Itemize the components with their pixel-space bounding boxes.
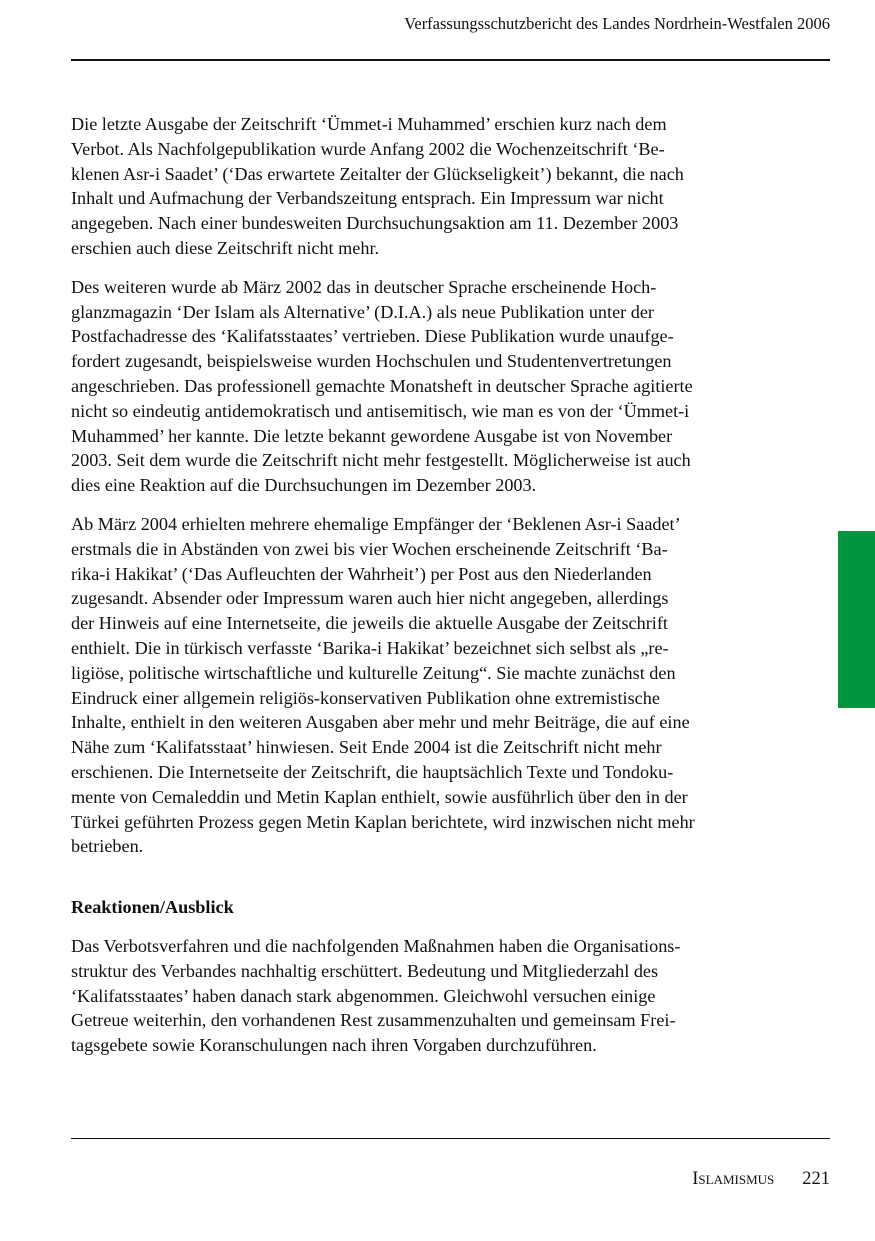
text-line: Inhalt und Aufmachung der Verbandszeitung entsprach. Ein Impressum war nicht	[71, 188, 664, 209]
text-line: Ab März 2004 erhielten mehrere ehemalige Empfänger der ‘Beklenen Asr-i Saadet’	[71, 513, 681, 534]
text-line: angeschrieben. Das professionell gemachte Monatsheft in deutscher Sprache agitierte	[71, 375, 693, 396]
text-line: mente von Cemaleddin und Metin Kaplan enthielt, sowie ausführlich über den in der	[71, 786, 688, 807]
page-number: 221	[802, 1169, 830, 1189]
text-line: Verbot. Als Nachfolgepublikation wurde Anfang 2002 die Wochenzeitschrift ‘Be-	[71, 138, 665, 159]
text-line: betrieben.	[71, 836, 144, 857]
text-line: dies eine Reaktion auf die Durchsuchungen im Dezember 2003.	[71, 475, 537, 496]
text-line: Des weiteren wurde ab März 2002 das in deutscher Sprache erscheinende Hoch-	[71, 276, 657, 297]
text-line: zugesandt. Absender oder Impressum waren auch hier nicht angegeben, allerdings	[71, 588, 669, 609]
paragraph-4	[71, 934, 787, 1058]
text-line: ligiöse, politische wirtschaftliche und kulturelle Zeitung“. Sie machte zunächst den	[71, 662, 676, 683]
text-line: struktur des Verbandes nachhaltig erschüttert. Bedeutung und Mitgliederzahl des	[71, 960, 659, 981]
text-line: Muhammed’ her kannte. Die letzte bekannt gewordene Ausgabe ist von November	[71, 425, 673, 446]
text-line: Postfachadresse des ‘Kalifatsstaates’ vertrieben. Diese Publikation wurde unaufge-	[71, 326, 674, 347]
text-line: tagsgebete sowie Koranschulungen nach ihren Vorgaben durchzuführen.	[71, 1035, 597, 1056]
paragraph-3	[71, 512, 787, 859]
text-line: klenen Asr-i Saadet’ (‘Das erwartete Zeitalter der Glückseligkeit’) bekannt, die nach	[71, 163, 684, 184]
footer-rule	[71, 1138, 830, 1139]
text-line: Eindruck einer allgemein religiös-konservativen Publikation ohne extremistische	[71, 687, 660, 708]
text-line: erschien auch diese Zeitschrift nicht mehr.	[71, 237, 380, 258]
text-line: Nähe zum ‘Kalifatsstaat’ hinwiesen. Seit Ende 2004 ist die Zeitschrift nicht mehr	[71, 737, 662, 758]
text-line: nicht so eindeutig antidemokratisch und antisemitisch, wie man es von der ‘Ümmet-i	[71, 400, 690, 421]
text-line: Die letzte Ausgabe der Zeitschrift ‘Ümmet-i Muhammed’ erschien kurz nach dem	[71, 114, 667, 134]
text-line: Inhalte, enthielt in den weiteren Ausgaben aber mehr und mehr Beiträge, die auf eine	[71, 712, 690, 733]
header-rule	[71, 59, 830, 61]
running-header: Verfassungsschutzbericht des Landes Nordrhein-Westfalen 2006	[404, 14, 830, 33]
text-line: Türkei geführten Prozess gegen Metin Kaplan berichtete, wird inzwischen nicht mehr	[71, 811, 695, 832]
footer-section-title: Islamismus	[692, 1169, 775, 1189]
section-color-tab	[838, 531, 875, 708]
text-line: enthielt. Die in türkisch verfasste ‘Barika-i Hakikat’ bezeichnet sich selbst als „re-	[71, 637, 669, 658]
text-line: ‘Kalifatsstaates’ haben danach stark abgenommen. Gleichwohl versuchen einige	[71, 985, 656, 1006]
text-line: fordert zugesandt, beispielsweise wurden Hochschulen und Studentenvertretungen	[71, 351, 672, 372]
text-line: glanzmagazin ‘Der Islam als Alternative’ (D.I.A.) als neue Publikation unter der	[71, 301, 654, 322]
text-line: der Hinweis auf eine Internetseite, die jeweils die aktuelle Ausgabe der Zeitschrift	[71, 613, 668, 634]
text-line: 2003. Seit dem wurde die Zeitschrift nicht mehr festgestellt. Möglicherweise ist auch	[71, 450, 691, 471]
page-body	[71, 112, 787, 1072]
text-line: erschienen. Die Internetseite der Zeitschrift, die hauptsächlich Texte und Tondoku-	[71, 761, 674, 782]
paragraph-1	[71, 112, 787, 261]
paragraph-2	[71, 275, 787, 498]
page-footer	[692, 1167, 830, 1191]
text-line: rika-i Hakikat’ (‘Das Aufleuchten der Wahrheit’) per Post aus den Niederlanden	[71, 563, 652, 584]
section-heading: Reaktionen/Ausblick	[71, 897, 234, 918]
text-line: Getreue weiterhin, den vorhandenen Rest zusammenzuhalten und gemeinsam Frei-	[71, 1010, 676, 1031]
text-line: Das Verbotsverfahren und die nachfolgenden Maßnahmen haben die Organisations-	[71, 935, 681, 956]
text-line: erstmals die in Abständen von zwei bis vier Wochen erscheinende Zeitschrift ‘Ba-	[71, 538, 668, 559]
text-line: angegeben. Nach einer bundesweiten Durchsuchungsaktion am 11. Dezember 2003	[71, 213, 679, 234]
